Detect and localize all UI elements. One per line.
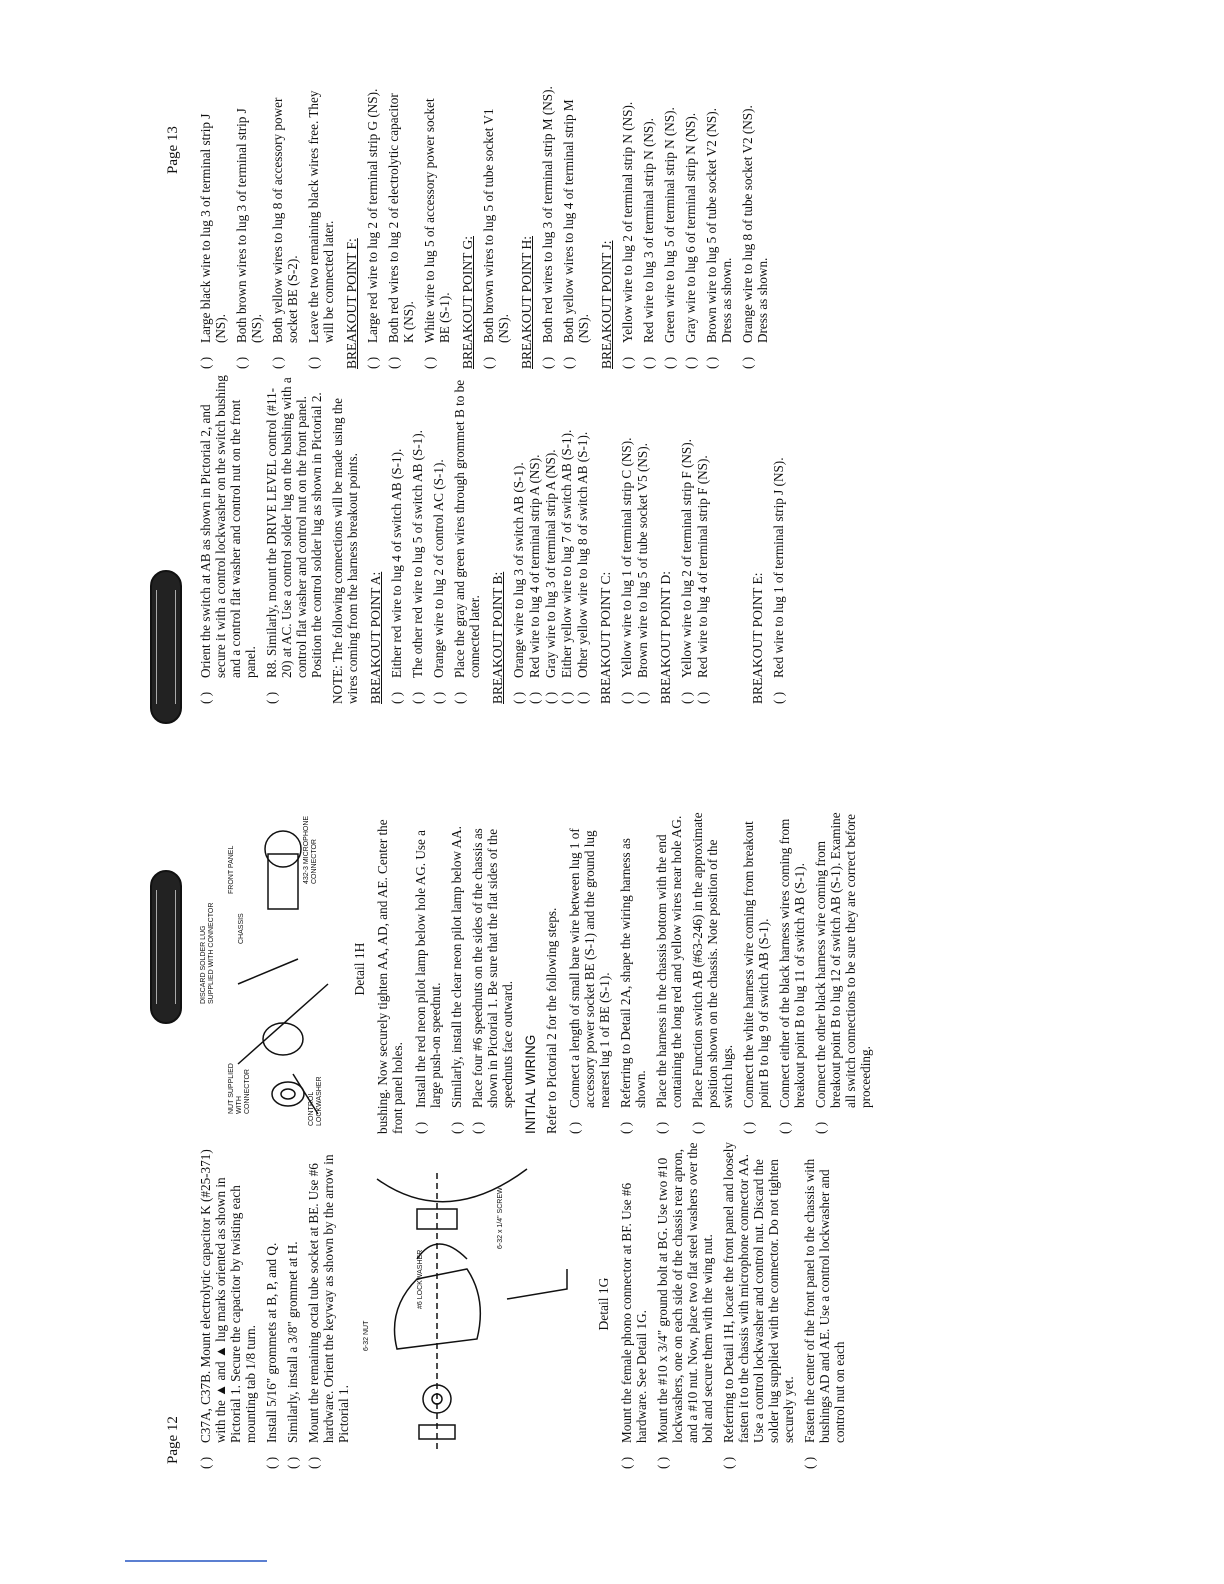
checklist-step bbox=[481, 84, 511, 369]
checklist-step bbox=[389, 374, 404, 704]
step-text: Yellow wire to lug 2 of terminal strip N (NS). bbox=[620, 101, 635, 343]
checklist-step bbox=[655, 1139, 715, 1469]
p13-column-2 bbox=[198, 84, 776, 369]
checklist-step bbox=[470, 804, 515, 1134]
checklist-step bbox=[771, 374, 786, 704]
step-text: Referring to Detail 1H, locate the front panel and loosely fasten it to the chassis with microphone connector AA. Use a control lockwasher and control nut. Discard the solder lug supplied with the connector. Do not tighten securely yet. bbox=[721, 1141, 796, 1443]
p12-column-2 bbox=[198, 804, 879, 1134]
checkbox[interactable]: ( ) bbox=[470, 1121, 485, 1134]
checklist-step bbox=[452, 374, 482, 704]
step-text: Mount the #10 x 3/4" ground bolt at BG. Use two #10 lockwashers, one on each side of the chassis rear apron, and a #10 nut. Now, place two flat steel washers over the bolt and secure them with the wing nut. bbox=[655, 1142, 715, 1443]
checkbox[interactable]: ( ) bbox=[198, 356, 213, 369]
step-text: Connect the other black harness wire coming from breakout point B to lug 12 of switch AB (S-1). Examine all switch connections to be sure they are correct before proceeding. bbox=[813, 812, 873, 1108]
checkbox[interactable]: ( ) bbox=[721, 1456, 736, 1469]
step-text: Mount the remaining octal tube socket at BE. Use #6 hardware. Orient the keyway as shown by the arrow in Pictorial 1. bbox=[306, 1154, 351, 1443]
checkbox[interactable]: ( ) bbox=[619, 1456, 634, 1469]
checkbox[interactable]: ( ) bbox=[740, 356, 755, 369]
step-text: Large black wire to lug 3 of terminal strip J (NS). bbox=[198, 113, 228, 343]
step-text: Both brown wires to lug 3 of terminal strip J (NS). bbox=[234, 108, 264, 343]
checklist-step bbox=[198, 374, 258, 704]
checklist-step bbox=[618, 804, 648, 1134]
fig-label-screw: 6-32 x 1/4" SCREW bbox=[497, 1187, 504, 1249]
breakout-point-c-heading: BREAKOUT POINT C: bbox=[598, 571, 613, 704]
step-text: Place the gray and green wires through grommet B to be connected later. bbox=[452, 379, 482, 678]
checkbox[interactable]: ( ) bbox=[365, 356, 380, 369]
page-number-12: Page 12 bbox=[165, 1416, 181, 1464]
step-text: Orange wire to lug 3 of switch AB (S-1). bbox=[511, 462, 526, 678]
checkbox[interactable]: ( ) bbox=[620, 356, 635, 369]
detail-1h-caption: Detail 1H bbox=[352, 942, 367, 996]
step-text: Gray wire to lug 6 of terminal strip N (NS). bbox=[683, 112, 698, 343]
step-text: Gray wire to lug 3 of terminal strip A (NS). bbox=[543, 449, 558, 678]
checklist-step bbox=[561, 84, 591, 369]
checklist-step bbox=[635, 374, 650, 704]
checkbox[interactable]: ( ) bbox=[575, 691, 590, 704]
checklist-step bbox=[540, 84, 555, 369]
fig-label-chassis: CHASSIS bbox=[238, 913, 245, 944]
step-text: Red wire to lug 1 of terminal strip J (NS). bbox=[771, 457, 786, 678]
checklist-step bbox=[654, 804, 684, 1134]
checkbox[interactable]: ( ) bbox=[654, 1121, 669, 1134]
checkbox[interactable]: ( ) bbox=[635, 691, 650, 704]
checkbox[interactable]: ( ) bbox=[410, 691, 425, 704]
checklist-step bbox=[431, 374, 446, 704]
checklist-step bbox=[198, 1139, 258, 1469]
checkbox[interactable]: ( ) bbox=[389, 691, 404, 704]
section-heading-initial-wiring: INITIAL WIRING bbox=[523, 1034, 538, 1134]
checklist-step bbox=[198, 84, 228, 369]
checkbox[interactable]: ( ) bbox=[662, 356, 677, 369]
checkbox[interactable]: ( ) bbox=[198, 691, 213, 704]
checkbox[interactable]: ( ) bbox=[198, 1456, 213, 1469]
step-text: Either yellow wire to lug 7 of switch AB (S-1). bbox=[559, 429, 574, 678]
step-text: Yellow wire to lug 1 of terminal strip C (NS). bbox=[619, 437, 634, 678]
step-text: Install 5/16" grommets at B, P, and Q. bbox=[264, 1242, 279, 1443]
checklist-step bbox=[285, 1139, 300, 1469]
checkbox[interactable]: ( ) bbox=[264, 1456, 279, 1469]
step-text: Similarly, install the clear neon pilot lamp below AA. bbox=[449, 826, 464, 1108]
step-text: Both yellow wires to lug 8 of accessory power socket BE (S-2). bbox=[270, 97, 300, 343]
checkbox[interactable]: ( ) bbox=[422, 356, 437, 369]
step-text: Orange wire to lug 8 of tube socket V2 (NS). Dress as shown. bbox=[740, 105, 770, 343]
breakout-point-a-heading: BREAKOUT POINT A: bbox=[368, 571, 383, 704]
checkbox[interactable]: ( ) bbox=[641, 356, 656, 369]
checklist-step bbox=[683, 84, 698, 369]
checklist-step bbox=[410, 374, 425, 704]
checkbox[interactable]: ( ) bbox=[386, 356, 401, 369]
fig-label-nut-supplied: NUT SUPPLIED WITH CONNECTOR bbox=[228, 1063, 251, 1114]
step-text: Place four #6 speednuts on the sides of the chassis as shown in Pictorial 1. Be sure that the flat sides of the speednuts face outward. bbox=[470, 828, 515, 1108]
checklist-step bbox=[264, 374, 324, 704]
checkbox[interactable]: ( ) bbox=[264, 691, 279, 704]
manufacturer-logo-p13 bbox=[150, 570, 182, 724]
checklist-step bbox=[365, 84, 380, 369]
checkbox[interactable]: ( ) bbox=[802, 1456, 817, 1469]
checklist-step bbox=[679, 374, 694, 704]
checkbox[interactable]: ( ) bbox=[619, 691, 634, 704]
p13-column-1 bbox=[198, 374, 792, 704]
checklist-step bbox=[740, 84, 770, 369]
checklist-step bbox=[413, 804, 443, 1134]
front-panel-drawing bbox=[198, 804, 348, 1134]
checklist-step bbox=[690, 804, 735, 1134]
checklist-step bbox=[575, 374, 590, 704]
checkbox[interactable]: ( ) bbox=[306, 1456, 321, 1469]
p13-note: NOTE: The following connections will be made using the wires coming from the harness breakout points. bbox=[330, 398, 360, 704]
checklist-step bbox=[741, 804, 771, 1134]
step-text: Connect either of the black harness wires coming from breakout point B to lug 11 of switch AB (S-1). bbox=[777, 818, 807, 1108]
checkbox[interactable]: ( ) bbox=[511, 691, 526, 704]
checklist-step bbox=[721, 1139, 796, 1469]
checklist-step bbox=[234, 84, 264, 369]
step-text: Mount the female phono connector at BF. Use #6 hardware. See Detail 1G. bbox=[619, 1182, 649, 1443]
p12c1-steps-a bbox=[198, 1139, 351, 1469]
checklist-step bbox=[619, 1139, 649, 1469]
checkbox[interactable]: ( ) bbox=[771, 691, 786, 704]
step-text: C37A, C37B. Mount electrolytic capacitor K (#25-371) with the ▲ and ▲ lug marks oriented as shown in Pictorial 1. Secure the capacitor by twisting each mounting tab 1/8 turn. bbox=[198, 1149, 258, 1443]
checkbox[interactable]: ( ) bbox=[452, 691, 467, 704]
checklist-step bbox=[641, 84, 656, 369]
checklist-step bbox=[559, 374, 574, 704]
step-text: Both brown wires to lug 5 of tube socket V1 (NS). bbox=[481, 108, 511, 343]
checklist-step bbox=[567, 804, 612, 1134]
checklist-step bbox=[695, 374, 710, 704]
p12c1-steps-b bbox=[619, 1139, 847, 1469]
breakout-point-g-heading: BREAKOUT POINT G: bbox=[460, 235, 475, 369]
breakout-point-h-heading: BREAKOUT POINT H: bbox=[519, 235, 534, 369]
fig-label-discard-lug: DISCARD SOLDER LUG SUPPLIED WITH CONNECTOR bbox=[200, 902, 215, 1004]
checklist-step bbox=[264, 1139, 279, 1469]
checklist-step bbox=[662, 84, 677, 369]
checklist-step bbox=[777, 804, 807, 1134]
checkbox[interactable]: ( ) bbox=[690, 1121, 705, 1134]
checkbox[interactable]: ( ) bbox=[567, 1121, 582, 1134]
step-text: Install the red neon pilot lamp below hole AG. Use a large push-on speednut. bbox=[413, 830, 443, 1108]
step-text: Green wire to lug 5 of terminal strip N (NS). bbox=[662, 107, 677, 343]
checklist-step bbox=[386, 84, 416, 369]
checkbox[interactable]: ( ) bbox=[704, 356, 719, 369]
step-text: Fasten the center of the front panel to the chassis with bushings AD and AE. Use a control lockwasher and control nut on each bbox=[802, 1158, 847, 1443]
checkbox[interactable]: ( ) bbox=[683, 356, 698, 369]
step-text: R8. Similarly, mount the DRIVE LEVEL control (#11-20) at AC. Use a control solder lug on the bushing with a control flat washer and control nut on the front panel. Position the control solder lug as shown in Pictorial 2. bbox=[264, 377, 324, 678]
step-text: Both red wires to lug 2 of electrolytic capacitor K (NS). bbox=[386, 93, 416, 343]
checkbox[interactable]: ( ) bbox=[540, 356, 555, 369]
checkbox[interactable]: ( ) bbox=[618, 1121, 633, 1134]
checkbox[interactable]: ( ) bbox=[285, 1456, 300, 1469]
checkbox[interactable]: ( ) bbox=[777, 1121, 792, 1134]
breakout-point-f-heading: BREAKOUT POINT F: bbox=[344, 238, 359, 369]
breakout-point-e-heading: BREAKOUT POINT E: bbox=[750, 572, 765, 704]
fig-label-microphone-connector: 432-3 MICROPHONE CONNECTOR bbox=[303, 815, 318, 884]
checklist-step bbox=[813, 804, 873, 1134]
breakout-point-b-heading: BREAKOUT POINT B: bbox=[490, 571, 505, 704]
step-text: Brown wire to lug 5 of tube socket V5 (NS). bbox=[635, 443, 650, 678]
step-text: Red wire to lug 4 of terminal strip A (NS). bbox=[527, 454, 542, 678]
checkbox[interactable]: ( ) bbox=[481, 356, 496, 369]
checkbox[interactable]: ( ) bbox=[561, 356, 576, 369]
checklist-step bbox=[802, 1139, 847, 1469]
step-text: The other red wire to lug 5 of switch AB (S-1). bbox=[410, 430, 425, 678]
step-text: Red wire to lug 3 of terminal strip N (NS). bbox=[641, 118, 656, 343]
checkbox[interactable]: ( ) bbox=[449, 1121, 464, 1134]
step-text: Yellow wire to lug 2 of terminal strip F (NS). bbox=[679, 439, 694, 678]
manufacturer-logo bbox=[150, 870, 182, 1024]
checklist-step bbox=[449, 804, 464, 1134]
checkbox[interactable]: ( ) bbox=[679, 691, 694, 704]
p12c2-refer: Refer to Pictorial 2 for the following steps. bbox=[544, 907, 559, 1134]
checklist-step bbox=[527, 374, 542, 704]
breakout-point-d-heading: BREAKOUT POINT D: bbox=[658, 570, 673, 704]
checkbox[interactable]: ( ) bbox=[431, 691, 446, 704]
checklist-step bbox=[306, 84, 336, 369]
fig-label-nut: 6-32 NUT bbox=[363, 1320, 370, 1351]
step-text: Connect the white harness wire coming from breakout point B to lug 9 of switch AB (S-1). bbox=[741, 821, 771, 1108]
p12c2-para: bushing. Now securely tighten AA, AD, and AE. Center the front panel holes. bbox=[375, 819, 405, 1134]
checkbox[interactable]: ( ) bbox=[813, 1121, 828, 1134]
step-text: Orange wire to lug 2 of control AC (S-1). bbox=[431, 459, 446, 678]
step-text: Similarly, install a 3/8" grommet at H. bbox=[285, 1241, 300, 1443]
checklist-step bbox=[422, 84, 452, 369]
checklist-step bbox=[306, 1139, 351, 1469]
fig-label-lockwasher: #6 LOCKWASHER bbox=[417, 1249, 424, 1309]
detail-1g-caption: Detail 1G bbox=[596, 1277, 611, 1331]
checkbox[interactable]: ( ) bbox=[559, 691, 574, 704]
step-text: Place Function switch AB (#63-246) in the approximate position shown on the chassis. Note position of the switch lugs. bbox=[690, 812, 735, 1108]
checklist-step bbox=[620, 84, 635, 369]
step-text: Connect a length of small bare wire between lug 1 of accessory power socket BE (S-1) and the ground lug nearest lug 1 of BE (S-1). bbox=[567, 828, 612, 1108]
detail-1h-figure bbox=[198, 804, 348, 1134]
step-text: Large red wire to lug 2 of terminal strip G (NS). bbox=[365, 88, 380, 343]
checklist-step bbox=[543, 374, 558, 704]
checkbox[interactable]: ( ) bbox=[655, 1456, 670, 1469]
step-text: Referring to Detail 2A, shape the wiring harness as shown. bbox=[618, 838, 648, 1108]
checklist-step bbox=[270, 84, 300, 369]
checklist-step bbox=[511, 374, 526, 704]
checkbox[interactable]: ( ) bbox=[306, 356, 321, 369]
step-text: Leave the two remaining black wires free. They will be connected later. bbox=[306, 90, 336, 343]
checkbox[interactable]: ( ) bbox=[543, 691, 558, 704]
checkbox[interactable]: ( ) bbox=[527, 691, 542, 704]
fig-label-front-panel: FRONT PANEL bbox=[228, 845, 235, 894]
step-text: Place the harness in the chassis bottom with the end containing the long red and yellow wires near hole AG. bbox=[654, 815, 684, 1108]
step-text: Red wire to lug 4 of terminal strip F (NS). bbox=[695, 455, 710, 678]
step-text: Orient the switch at AB as shown in Pictorial 2, and secure it with a control lockwasher on the switch bushing and a control flat washer and control nut on the front panel. bbox=[198, 375, 258, 678]
detail-1g-figure bbox=[357, 1139, 592, 1469]
checkbox[interactable]: ( ) bbox=[234, 356, 249, 369]
p12-column-1 bbox=[198, 1139, 853, 1469]
checklist-step bbox=[619, 374, 634, 704]
fig-label-control-lockwasher: CONTROL LOCKWASHER bbox=[308, 1076, 323, 1126]
step-text: Either red wire to lug 4 of switch AB (S-1). bbox=[389, 448, 404, 678]
step-text: White wire to lug 5 of accessory power socket BE (S-1). bbox=[422, 98, 452, 343]
step-text: Both red wires to lug 3 of terminal strip M (NS). bbox=[540, 86, 555, 343]
checklist-step bbox=[704, 84, 734, 369]
phono-connector-drawing bbox=[357, 1139, 592, 1469]
step-text: Both yellow wires to lug 4 of terminal strip M (NS). bbox=[561, 99, 591, 343]
breakout-point-j-heading: BREAKOUT POINT J: bbox=[599, 240, 614, 369]
step-text: Brown wire to lug 5 of tube socket V2 (NS). Dress as shown. bbox=[704, 108, 734, 343]
step-text: Other yellow wire to lug 8 of switch AB (S-1). bbox=[575, 431, 590, 678]
checkbox[interactable]: ( ) bbox=[741, 1121, 756, 1134]
page-number-13: Page 13 bbox=[165, 126, 181, 174]
checkbox[interactable]: ( ) bbox=[270, 356, 285, 369]
checkbox[interactable]: ( ) bbox=[695, 691, 710, 704]
checkbox[interactable]: ( ) bbox=[413, 1121, 428, 1134]
